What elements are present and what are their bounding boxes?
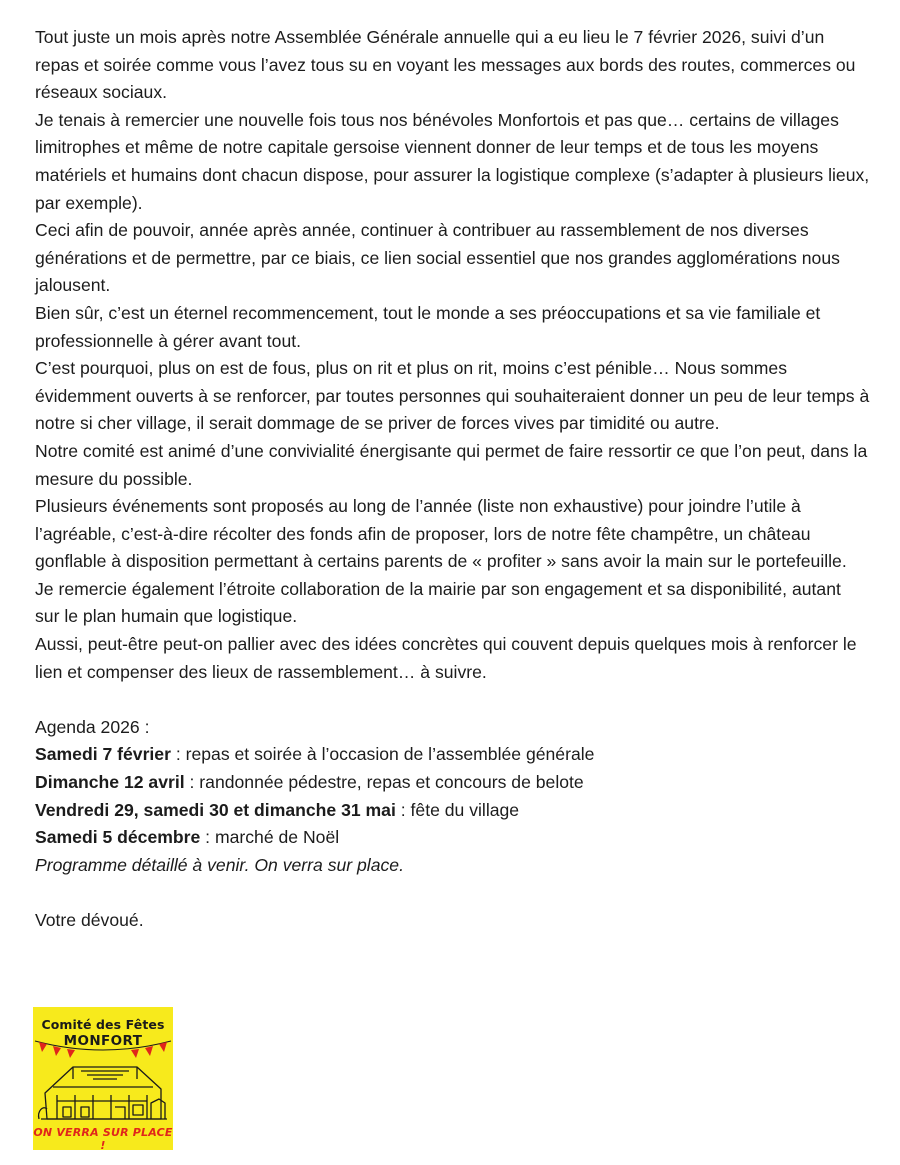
letter-paragraph: Aussi, peut-être peut-on pallier avec des idées concrètes qui couvent depuis quelques mois à renforcer le lien et compenser des lieux de rassemblement… à suivre. [35,634,857,682]
agenda-note: Programme détaillé à venir. On verra sur place. [35,854,404,875]
agenda-event: fête du village [410,799,520,820]
agenda-date: Samedi 7 février [35,744,171,765]
agenda-date: Dimanche 12 avril [35,772,185,793]
letter-paragraph: C’est pourquoi, plus on est de fous, plus on rit et plus on rit, moins c’est pénible… Nous sommes évidemment ouverts à se renforcer, par toutes personnes qui souhaiteraient donner un peu de leur temps à notre si cher village, il serait dommage de se priver de forces vives par timidité ou autre. [35,358,870,434]
agenda-item [35,824,870,852]
letter-paragraph: Notre comité est animé d’une convivialité énergisante qui permet de faire ressortir ce que l’on peut, dans la mesure du possible. [35,440,868,489]
letter-paragraph: Je tenais à remercier une nouvelle fois tous nos bénévoles Monfortois et pas que… certains de villages limitrophes et même de notre capitale gersoise viennent donner de leur temps et de tous les moyens matériels et humains dont chacun dispose, pour assurer la logistique complexe (s’adapter à plusieurs lieux, par exemple). [35,109,870,213]
agenda-date: Vendredi 29, samedi 30 et dimanche 31 mai [35,799,396,820]
agenda-event: marché de Noël [214,827,340,848]
agenda-section [35,714,870,880]
agenda-item [35,769,870,797]
agenda-separator: : [200,827,215,848]
logo-title: Comité des Fêtes [41,1017,165,1032]
logo-name: MONFORT [63,1033,143,1049]
agenda-event: repas et soirée à l’occasion de l’assemblée générale [185,744,595,765]
agenda-event: randonnée pédestre, repas et concours de belote [199,772,584,793]
agenda-title: Agenda 2026 : [35,716,150,737]
letter-paragraph: Je remercie également l’étroite collaboration de la mairie par son engagement et sa disponibilité, autant sur le plan humain que logistique. [35,578,841,627]
letter-paragraph: Ceci afin de pouvoir, année après année, continuer à contribuer au rassemblement de nos diverses générations et de permettre, par ce biais, ce lien social essentiel que nos grandes agglomérations nous jalousent. [35,220,840,296]
agenda-item [35,741,870,769]
agenda-date: Samedi 5 décembre [35,827,201,848]
agenda-separator: : [170,744,186,765]
agenda-separator: : [184,772,200,793]
agenda-separator: : [395,799,411,820]
letter-paragraph: Plusieurs événements sont proposés au long de l’année (liste non exhaustive) pour joindre l’utile à l’agréable, c’est-à-dire récolter des fonds afin de proposer, lors de notre fête champêtre, un château gonflable à disposition permettant à certains parents de « profiter » sans avoir la main sur le portefeuille. [35,496,847,572]
agenda-item [35,797,870,825]
paragraph-gap [35,879,870,907]
letter-paragraph: Bien sûr, c’est un éternel recommencement, tout le monde a ses préoccupations et sa vie familiale et professionnelle à gérer avant tout. [35,302,821,351]
signoff: Votre dévoué. [35,910,144,930]
committee-logo [33,1007,173,1150]
letter-paragraph: Tout juste un mois après notre Assemblée Générale annuelle qui a eu lieu le 7 février 2026, suivi d’un repas et soirée comme vous l’avez tous su en voyant les messages aux bords des routes, commerces ou réseaux sociaux. [35,27,856,103]
letter-body [35,24,870,935]
paragraph-gap [35,686,870,714]
logo-slogan: ON VERRA SUR PLACE ! [33,1126,173,1150]
